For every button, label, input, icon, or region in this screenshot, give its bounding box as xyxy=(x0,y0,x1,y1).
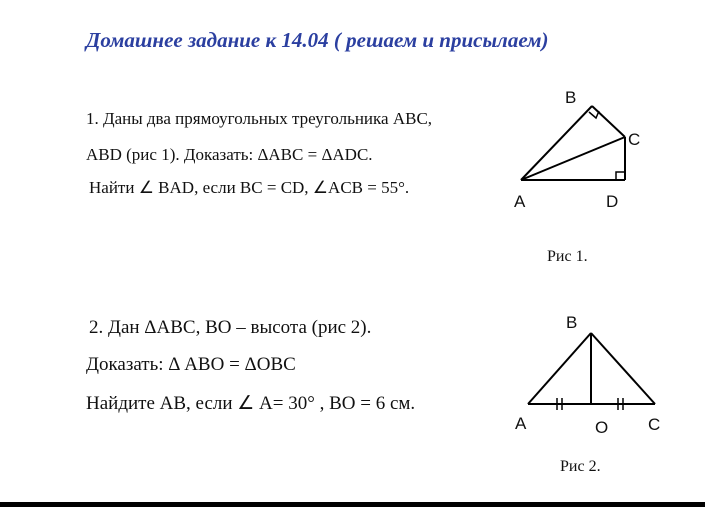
label-o: O xyxy=(595,418,609,437)
bottom-border xyxy=(0,502,705,507)
label-c: C xyxy=(648,415,661,434)
task2-line3: Найдите AB, если ∠ A= 30° , BO = 6 см. xyxy=(86,393,416,414)
page-title: Домашнее задание к 14.04 ( решаем и присылаем) xyxy=(86,28,549,52)
task1-line1: 1. Даны два прямоугольных треугольника ABC, xyxy=(86,109,433,128)
task2-line2: Доказать: Δ ABO = ΔOBC xyxy=(86,354,296,375)
label-a: A xyxy=(514,192,526,211)
figure2-caption: Рис 2. xyxy=(560,458,601,475)
task2-line1: 2. Дан ΔABC, BO – высота (рис 2). xyxy=(89,317,372,338)
task1-line3: Найти ∠ BAD, если BC = CD, ∠ACB = 55°. xyxy=(89,178,410,197)
segment-bc xyxy=(591,333,655,404)
figure1-caption: Рис 1. xyxy=(547,248,588,265)
task1-line2: ABD (рис 1). Доказать: ΔABC = ΔADC. xyxy=(86,145,373,164)
label-b: B xyxy=(566,313,578,332)
label-c: C xyxy=(628,130,641,149)
label-a: A xyxy=(515,414,527,433)
segment-ab xyxy=(528,333,591,404)
label-b: B xyxy=(565,88,577,107)
label-d: D xyxy=(606,192,619,211)
